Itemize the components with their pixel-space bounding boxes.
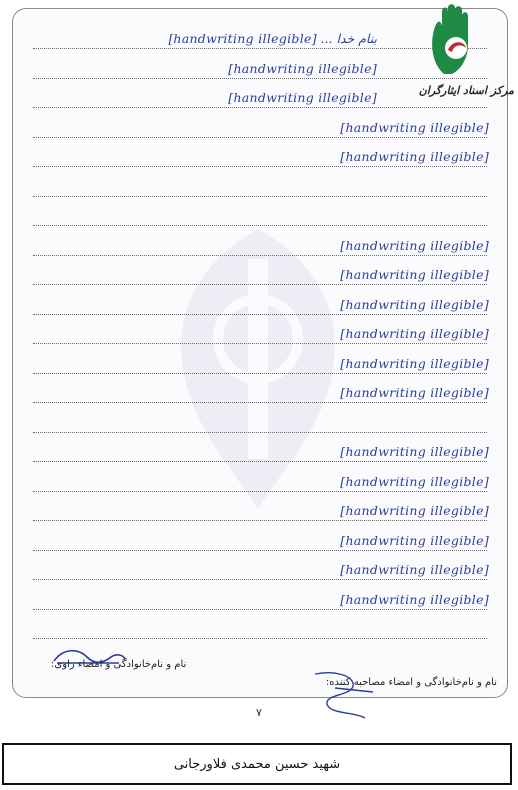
handwritten-line: [handwriting illegible]	[340, 355, 489, 371]
handwritten-line: [handwriting illegible]	[340, 237, 489, 253]
handwritten-line: [handwriting illegible]	[340, 326, 489, 341]
archive-logo	[394, 4, 514, 114]
handwritten-line	[33, 208, 489, 226]
handwritten-line: [handwriting illegible]	[340, 473, 489, 489]
page-number: ۷	[256, 706, 262, 719]
handwritten-line: [handwriting illegible]	[340, 119, 489, 135]
handwritten-line: [handwriting illegible]	[340, 267, 489, 282]
handwritten-line: [handwriting illegible]	[228, 90, 377, 105]
handwritten-line: [handwriting illegible]	[340, 149, 489, 164]
handwritten-line	[33, 415, 489, 433]
caption-text: شهید حسین محمدی فلاورجانی	[173, 756, 341, 772]
handwritten-line: [handwriting illegible]	[228, 60, 377, 76]
handwritten-line: [handwriting illegible]	[340, 562, 489, 577]
caption-box	[2, 743, 512, 785]
handwritten-line: [handwriting illegible]	[340, 591, 489, 607]
interviewer-signature-label: نام و نام‌خانوادگی و امضاء مصاحبه کننده:	[325, 677, 497, 688]
ruled-line	[33, 637, 487, 639]
handwritten-line: [handwriting illegible]	[340, 532, 489, 548]
handwritten-line: بنام خدا ... [handwriting illegible]	[168, 31, 377, 46]
handwritten-line	[33, 179, 489, 197]
handwritten-line: [handwriting illegible]	[340, 444, 489, 459]
narrator-signature-label: نام و نام‌خانوادگی و امضاء راوی:	[51, 659, 187, 670]
handwritten-line: [handwriting illegible]	[340, 296, 489, 312]
logo-caption: مرکز اسناد ایثارگران	[418, 84, 514, 97]
hand-emblem-icon	[426, 4, 486, 76]
handwritten-line: [handwriting illegible]	[340, 503, 489, 518]
handwritten-line: [handwriting illegible]	[340, 385, 489, 400]
